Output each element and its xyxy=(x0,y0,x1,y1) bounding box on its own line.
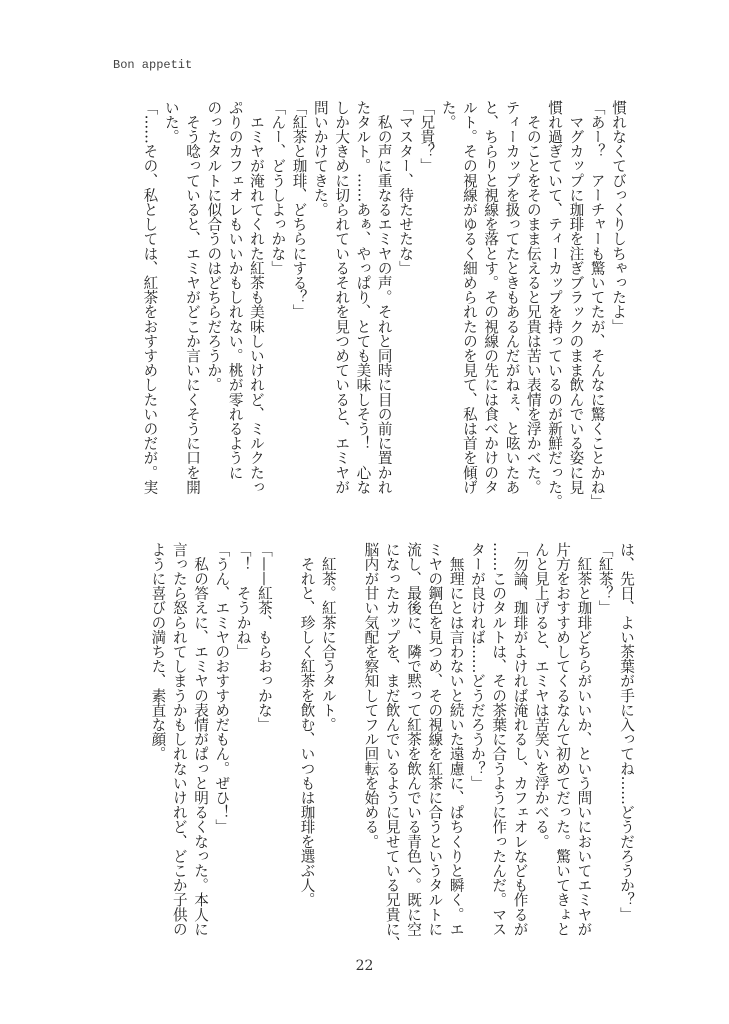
text-line: んと見上げると、エミヤは苦笑いを浮かべる。 xyxy=(532,542,550,849)
text-line: しか大きめに切られているそれを見つめていると、エミヤが xyxy=(333,100,351,495)
text-line: は、先日、よい茶葉が手に入ってね……どうだろうか？」 xyxy=(618,542,635,922)
text-line: 紅茶。紅茶に合うタルト。 xyxy=(319,542,337,732)
text-line: 脳内が甘い気配を察知してフル回転を始める。 xyxy=(362,542,380,849)
text-line: 慣れなくてびっくりしちゃったよ」 xyxy=(610,100,627,334)
text-line: 「紅茶と珈琲、どちらにする？」 xyxy=(290,100,308,319)
text-line: 私の答えに、エミヤの表情がぱっと明るくなった。本人に xyxy=(192,542,210,937)
text-line: 「——紅茶、もらおっかな」 xyxy=(255,542,273,732)
text-line: た。 xyxy=(439,100,457,130)
text-tier-lower xyxy=(147,542,637,954)
text-line: いた。 xyxy=(162,100,180,144)
text-line: 「あー？ アーチャーも驚いてたが、そんなに驚くことかね」 xyxy=(588,100,606,509)
text-line: になったカップを、まだ飲んでいるように見せている兄貴に、 xyxy=(383,542,401,951)
text-line: 流し、最後に、隣で黙って紅茶を飲んでいる青色へ。既に空 xyxy=(405,542,423,937)
text-line: マグカップに珈琲を注ぎブラックのまま飲んでいる姿に見 xyxy=(567,100,585,495)
text-line: たタルト。……あぁ、やっぱり、とても美味しそう！ 心な xyxy=(354,100,372,495)
text-line: 言ったら怒られてしまうかもしれないけれど、どこか子供の xyxy=(170,542,188,937)
text-line: 「紅茶？」 xyxy=(596,542,614,615)
text-line: ティーカップを扱ってたときもあるんだがねぇ、と呟いたあ xyxy=(503,100,521,495)
text-line: 「！ そうかね」 xyxy=(234,542,252,659)
text-line: ぷりのカフェオレもいいかもしれない。桃が零れるように xyxy=(226,100,244,480)
text-line: ターが良ければ……どうだろうか？」 xyxy=(468,542,486,791)
text-line: 問いかけてきた。 xyxy=(311,100,329,217)
text-line: そう唸っていると、エミヤがどこか言いにくそうに口を開 xyxy=(184,100,202,495)
text-line: 片方をおすすめしてくるなんて初めてだった。驚いてきょと xyxy=(554,542,572,937)
text-line: 「マスター、待たせたな」 xyxy=(397,100,415,276)
text-line: 慣れ過ぎていて、ティーカップを持っているのが新鮮だった。 xyxy=(546,100,564,509)
text-line: ように喜びの満ちた、素直な顔。 xyxy=(149,542,167,761)
text-line xyxy=(339,542,360,954)
text-line: 無理にとは言わないと続いた遠慮に、ぱちくりと瞬く。エ xyxy=(447,542,465,937)
text-line: 「……その、私としては、紅茶をおすすめしたいのだが。実 xyxy=(141,100,159,495)
text-line: 「勿論、珈琲がよければ淹れるし、カフェオレなども作るが xyxy=(511,542,529,937)
text-line: 紅茶と珈琲どちらがいいか、という問いにおいてエミヤが xyxy=(575,542,593,937)
text-line: ……このタルトは、その茶葉に合うように作ったんだ。マス xyxy=(490,542,508,937)
text-line: 「んー、どうしよっかな」 xyxy=(269,100,287,276)
text-line: それと、珍しく紅茶を飲む、いつもは珈琲を選ぶ人。 xyxy=(298,542,316,907)
page-number: 22 xyxy=(355,958,374,974)
text-line: のったタルトに似合うのはどちらだろうか。 xyxy=(205,100,223,392)
text-tier-upper xyxy=(139,100,629,512)
text-line: 私の声に重なるエミヤの声。それと同時に目の前に置かれ xyxy=(375,100,393,495)
running-header: Bon appetit xyxy=(113,58,193,72)
text-line: エミヤが淹れてくれた紅茶も美味しいけれど、ミルクたっ xyxy=(247,100,265,495)
text-line: と、ちらりと視線を落とす。その視線の先には食べかけのタ xyxy=(482,100,500,495)
text-line: ルト。その視線がゆるく細められたのを見て、私は首を傾げ xyxy=(460,100,478,495)
text-line: ミヤの鋼色を見つめ、その視線を紅茶に合うというタルトに xyxy=(426,542,444,937)
text-line: そのことをそのまま伝えると兄貴は苦い表情を浮かべた。 xyxy=(524,100,542,495)
text-line: 「兄貴？」 xyxy=(418,100,436,173)
text-line xyxy=(275,542,296,954)
text-line: 「うん、エミヤのおすすめだもん。ぜひ！」 xyxy=(213,542,231,834)
